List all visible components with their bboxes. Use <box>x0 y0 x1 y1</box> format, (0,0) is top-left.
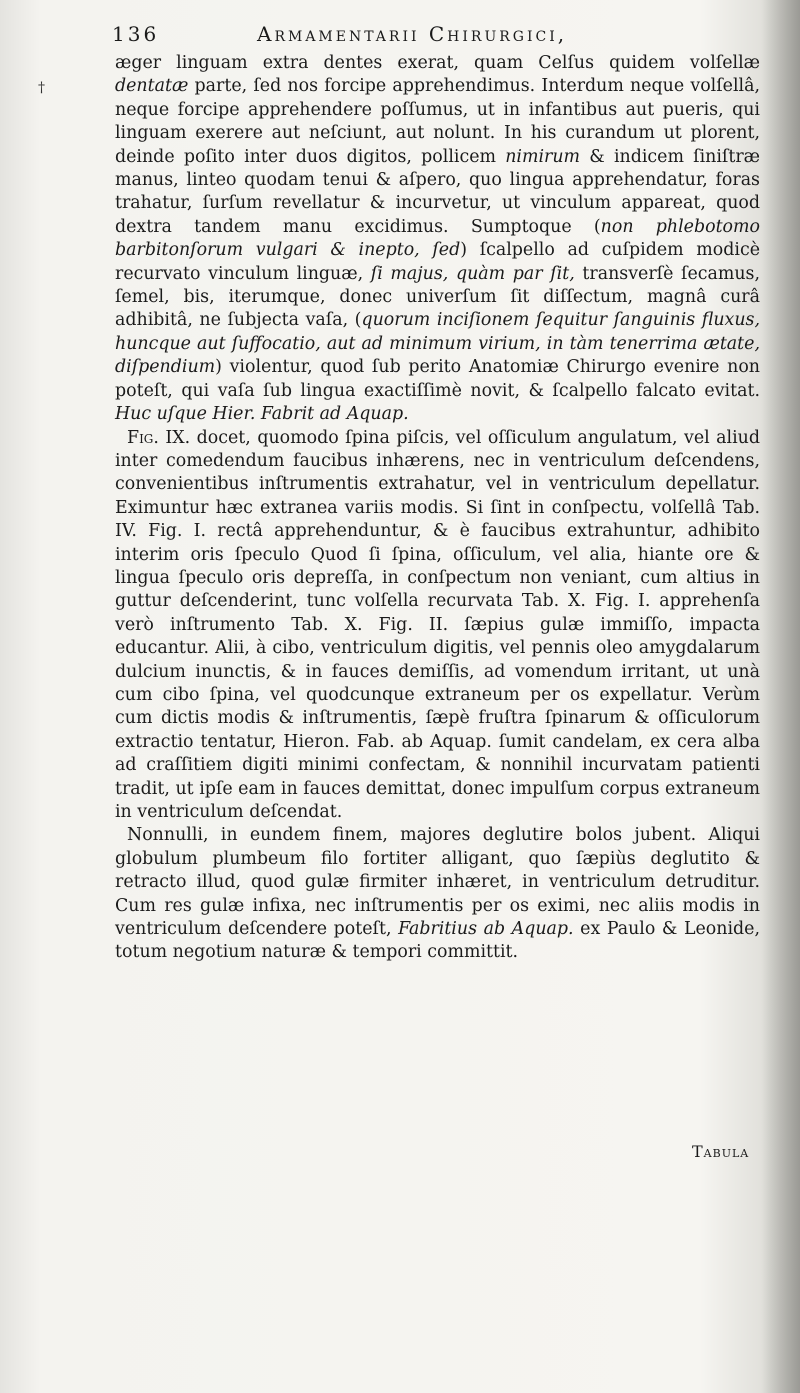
figure-ref: Fig. IX. <box>127 427 191 448</box>
margin-mark: † <box>38 80 45 96</box>
bleed-through-text <box>150 1095 750 1185</box>
catchword: Tabula <box>692 1142 750 1161</box>
italic-phrase: Huc uſque Hier. Fabrit ad Aquap. <box>115 404 409 425</box>
italic-phrase: Fabritius ab Aquap. <box>398 919 574 940</box>
italic-phrase: quorum inciſionem ſequitur ſanguinis fluxus, huncque aut ſuffocatio, aut ad minimum virium, in tàm tenerrima ætate, diſpendium <box>115 310 760 378</box>
text-run: & indicem ſiniſtræ manus, linteo quodam tenui & aſpero, quo lingua apprehendatur, foras trahatur, ſurſum revellatur & incurvetur, ut vinculum appareat, quod dextra tandem manu excidimus. Sumptoque ( <box>115 146 761 237</box>
italic-phrase: non phlebotomo barbitonſorum vulgari & inepto, ſed <box>115 216 760 261</box>
italic-phrase: nimirum <box>505 146 581 167</box>
text-run: docet, quomodo ſpina piſcis, vel oſſiculum angulatum, vel aliud inter comedendum faucibus inhærens, nec in ventriculum deſcendens, convenientibus inſtrumentis extrahatur, vel in ventriculum depellatur. Eximuntur hæc extranea variis modis. Si ſint in conſpectu, volſellâ Tab. IV. Fig. I. rectâ apprehenduntur, & è faucibus extrahuntur, adhibito interim oris ſpeculo Quod ſi ſpina, oſſiculum, vel alia, hiante ore & lingua ſpeculo oris depreſſa, in conſpectum non veniant, cum altius in guttur deſcenderint, tunc volſella recurvata Tab. X. Fig. I. apprehenſa verò inſtrumento Tab. X. Fig. II. ſæpius gulæ immiſſo, impacta educantur. Alii, à cibo, ventriculum digitis, vel pennis oleo amygdalarum dulcium inunctis, & in fauces demiſſis, ad vomendum irritant, ut unà cum cibo ſpina, vel quodcunque extraneum per os expellatur. Verùm cum dictis modis & inſtrumentis, ſæpè fruſtra ſpinarum & oſſiculorum extractio tentatur, Hieron. Fab. ab Aquap. ſumit candelam, ex cera alba ad craſſitiem digiti minimi confectam, & nonnihil incurvatam patienti tradit, ut ipſe eam in fauces demittat, donec impulſum corpus extraneum in ventriculum deſcendat. <box>115 427 760 822</box>
text-body <box>115 52 760 965</box>
text-run: æger linguam extra dentes exerat, quam Celſus quidem volſellæ <box>115 53 760 73</box>
text-run: ) ſcalpello ad cuſpidem modicè recurvato vinculum linguæ, <box>115 240 760 284</box>
paragraph <box>115 427 760 825</box>
page-number: 136 <box>112 22 160 46</box>
italic-phrase: dentatæ <box>115 76 189 97</box>
italic-phrase: ſi majus, quàm par ſit, <box>370 263 575 284</box>
text-run: transverſè ſecamus, ſemel, bis, iterumque, donec univerſum ſit diſſectum, magnâ curâ adhibitâ, ne ſubjecta vaſa, ( <box>115 263 760 331</box>
page-header <box>112 22 752 52</box>
text-run: ) violentur, quod ſub perito Anatomiæ Chirurgo evenire non poteſt, qui vaſa ſub lingua exactiſſimè novit, & ſcalpello falcato evitat. <box>115 357 760 401</box>
text-run: parte, ſed nos forcipe apprehendimus. Interdum neque volſellâ, neque forcipe apprehendere poſſumus, ut in infantibus aut pueris, qui linguam exerere aut neſciunt, aut nolunt. In his curandum ut plorent, deinde poſito inter duos digitos, pollicem <box>115 76 760 167</box>
paragraph <box>115 824 760 964</box>
paragraph <box>115 52 760 427</box>
page-gutter-shadow <box>762 0 800 1393</box>
text-run: Nonnulli, in eundem finem, majores deglutire bolos jubent. Aliqui globulum plumbeum filo fortiter alligant, quo ſæpiùs deglutito & retracto illud, quod gulæ firmiter inhæret, in ventriculum detruditur. Cum res gulæ infixa, nec inſtrumentis per os eximi, nec aliis modis in ventriculum deſcendere poteſt, <box>115 825 760 940</box>
text-run: ex Paulo & Leonide, totum negotium naturæ & tempori committit. <box>115 919 760 963</box>
running-title: Armamentarii Chirurgici, <box>257 22 568 46</box>
